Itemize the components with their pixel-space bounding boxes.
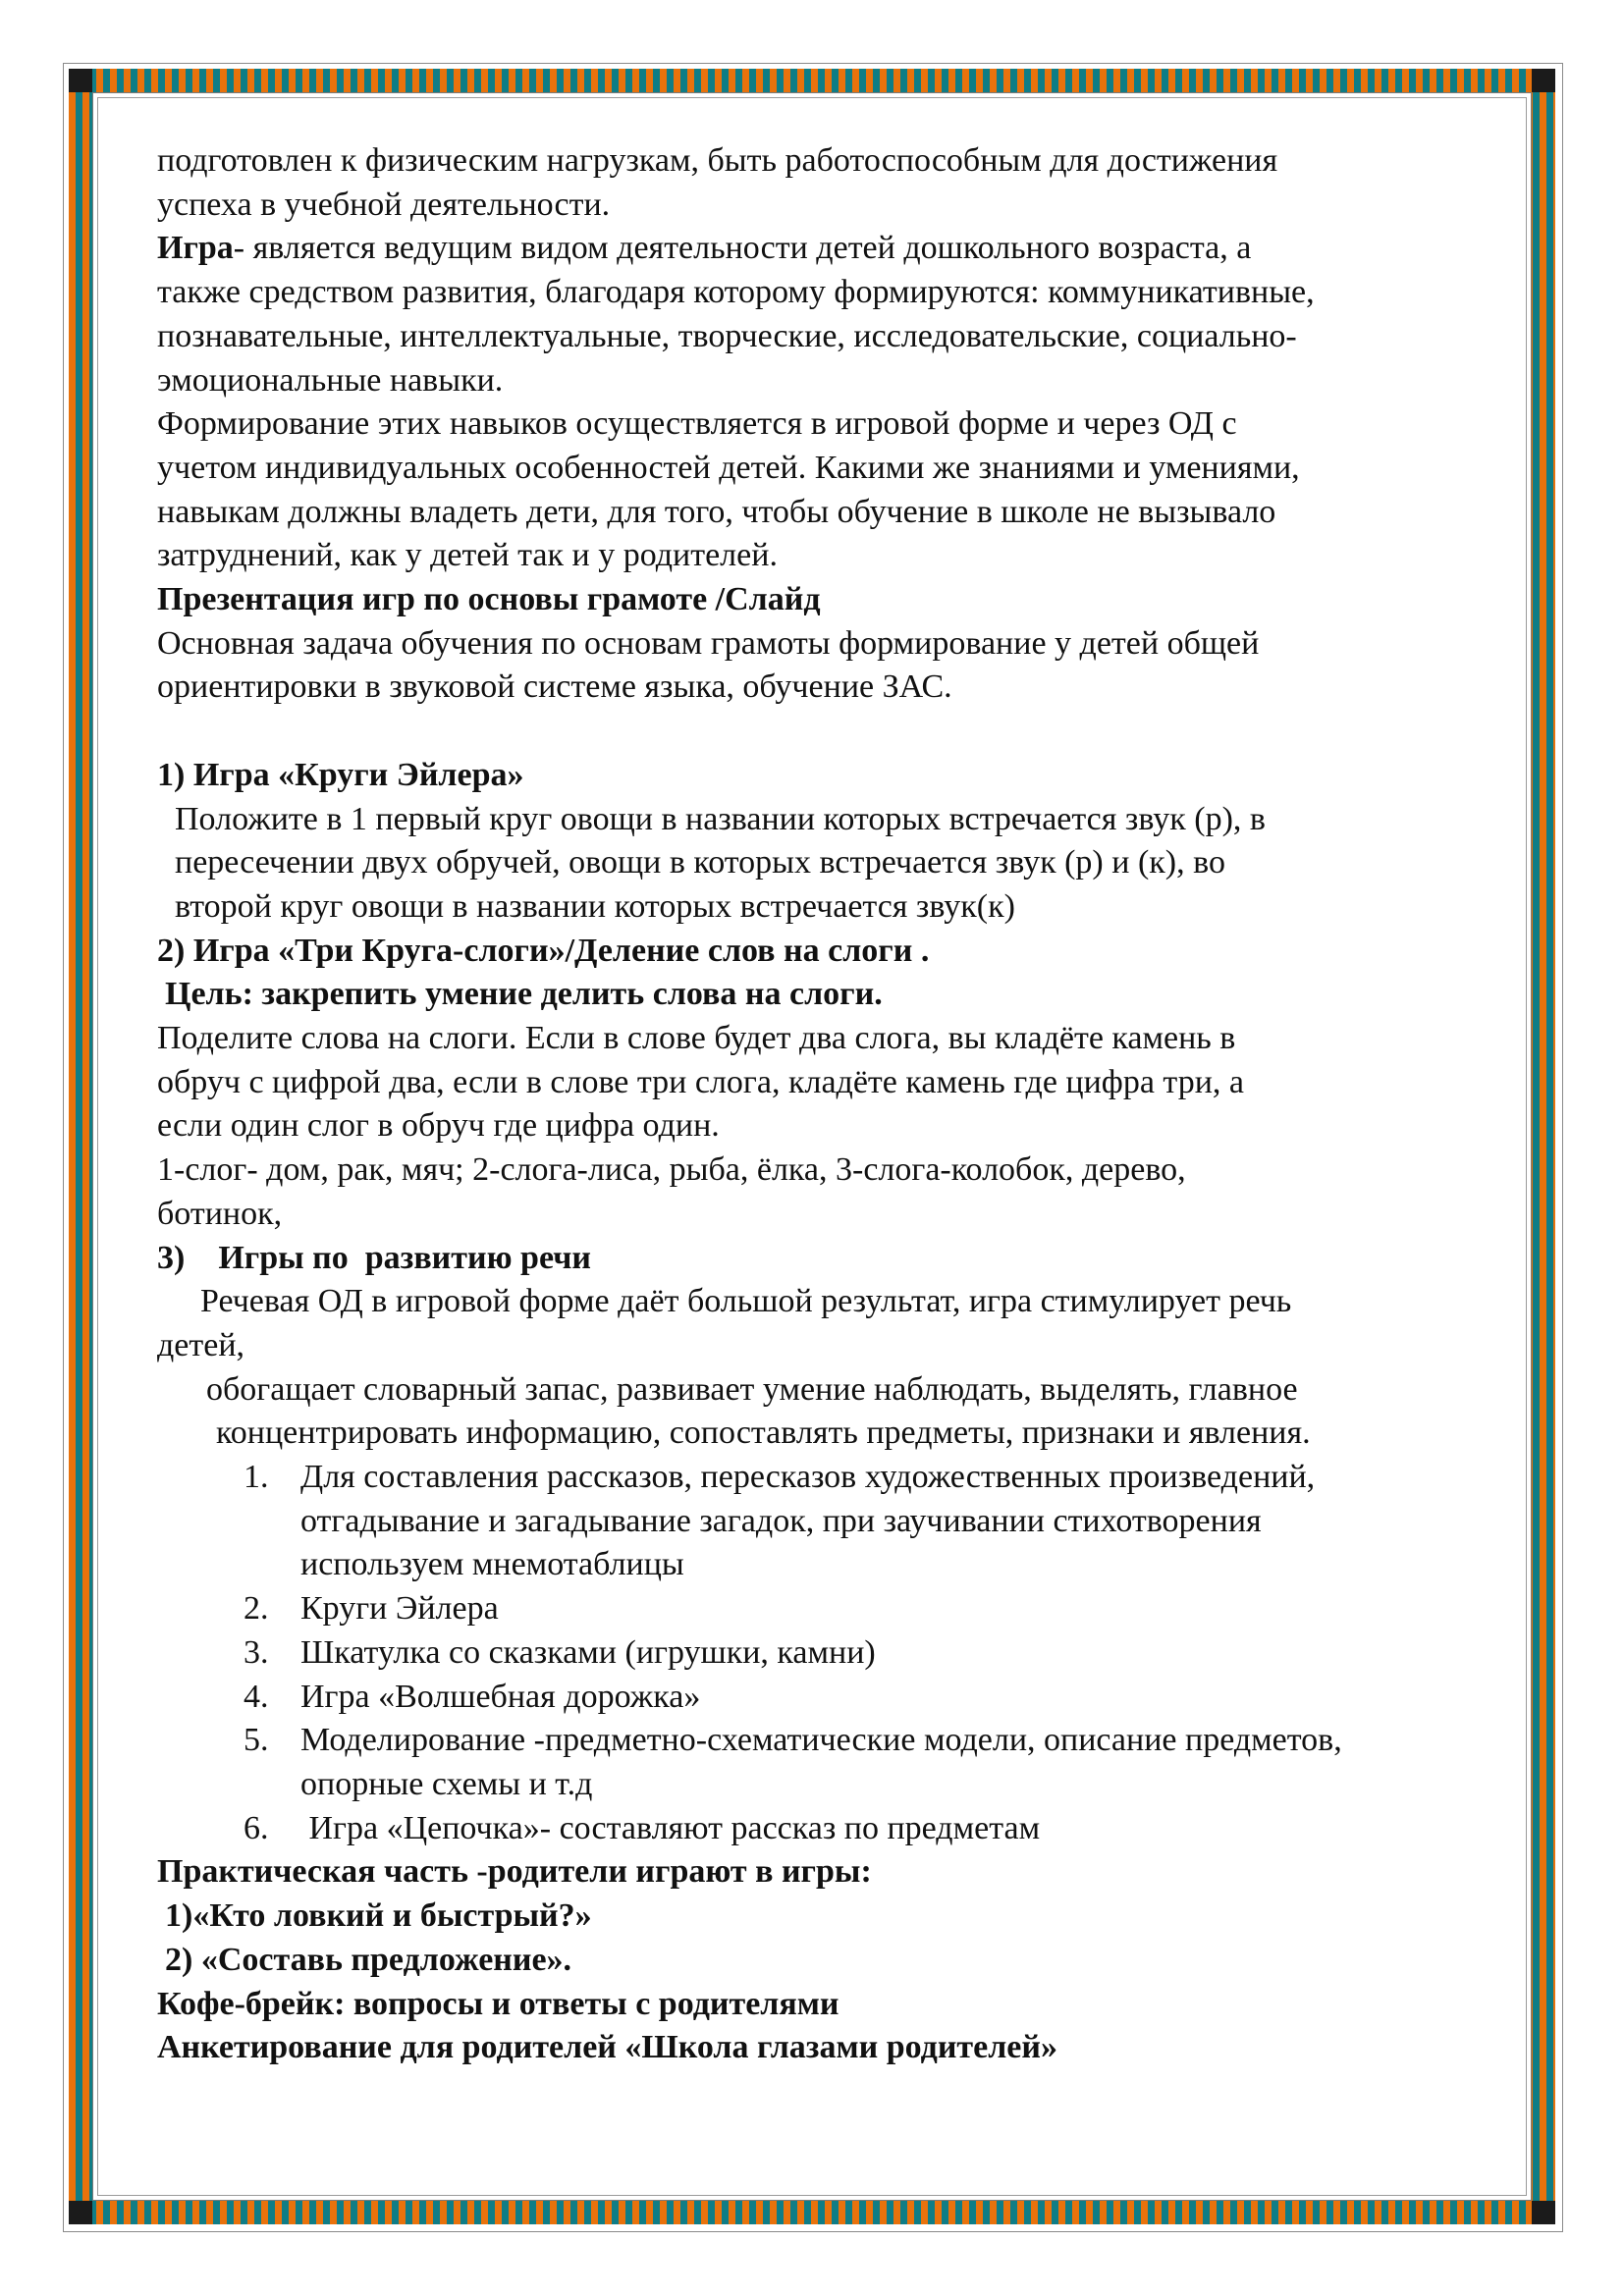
skills-line-3: навыкам должны владеть дети, для того, чтобы обучение в школе не вызывало: [157, 493, 1276, 530]
game1-line-2: пересечении двух обручей, овощи в которых встречается звук (р) и (к), во: [175, 844, 1225, 881]
document-body: [157, 139, 1522, 2070]
game1-line-1: Положите в 1 первый круг овощи в названии которых встречается звук (р), в: [175, 800, 1266, 837]
practical-item-2: 2) «Составь предложение».: [165, 1941, 572, 1978]
list-item: [244, 1719, 1522, 1806]
game3-line-2: детей,: [157, 1326, 245, 1363]
game-paragraph-line-3: познавательные, интеллектуальные, творческие, исследовательские, социально-: [157, 317, 1297, 354]
list-item-text-line: Игра «Цепочка»- составляют рассказ по предметам: [300, 1809, 1041, 1846]
game-paragraph-line-4: эмоциональные навыки.: [157, 361, 504, 399]
corner-ornament-bottom-left: [69, 2201, 92, 2224]
list-item-text-line: Круги Эйлера: [300, 1590, 499, 1628]
skills-line-1: Формирование этих навыков осуществляется в игровой форме и через ОД с: [157, 405, 1237, 443]
game2-heading: 2) Игра «Три Круга-слоги»/Деление слов на слоги .: [157, 932, 930, 969]
game3-heading: 3) Игры по развитию речи: [157, 1239, 591, 1276]
list-item-text-line: Шкатулка со сказками (игрушки, камни): [300, 1633, 876, 1671]
game2-goal: Цель: закрепить умение делить слова на слоги.: [165, 976, 883, 1013]
list-item-number: 2.: [244, 1590, 269, 1628]
list-item: [244, 1807, 1522, 1851]
skills-line-2: учетом индивидуальных особенностей детей. Какими же знаниями и умениями,: [157, 449, 1300, 486]
list-item-text-line: используем мнемотаблицы: [300, 1546, 684, 1583]
spacer: [157, 710, 1522, 754]
list-item: [244, 1587, 1522, 1631]
practical-heading: Практическая часть -родители играют в игры:: [157, 1853, 872, 1891]
corner-ornament-top-left: [69, 69, 92, 92]
coffee-break-line: Кофе-брейк: вопросы и ответы с родителями: [157, 1985, 839, 2022]
task-line-1: Основная задача обучения по основам грамоты формирование у детей общей: [157, 624, 1260, 662]
game3-line-1: Речевая ОД в игровой форме даёт большой результат, игра стимулирует речь: [200, 1283, 1292, 1320]
list-item-text-line: отгадывание и загадывание загадок, при заучивании стихотворения: [300, 1502, 1262, 1539]
game2-line-1: Поделите слова на слоги. Если в слове будет два слога, вы кладёте камень в: [157, 1020, 1236, 1057]
intro-line-1: подготовлен к физическим нагрузкам, быть работоспособным для достижения: [157, 142, 1278, 179]
game-paragraph-line-1: [157, 227, 1522, 271]
task-line-2: ориентировки в звуковой системе языка, обучение ЗАС.: [157, 668, 952, 706]
game-paragraph-line-2: также средством развития, благодаря которому формируются: коммуникативные,: [157, 274, 1315, 311]
list-item-number: 5.: [244, 1722, 269, 1759]
list-item-number: 1.: [244, 1459, 269, 1496]
list-item: [244, 1456, 1522, 1587]
list-item: [244, 1631, 1522, 1676]
survey-line: Анкетирование для родителей «Школа глазами родителей»: [157, 2029, 1057, 2066]
skills-line-4: затруднений, как у детей так и у родителей.: [157, 537, 778, 574]
list-item-text-line: опорные схемы и т.д: [300, 1766, 593, 1802]
list-item-number: 6.: [244, 1809, 269, 1846]
game2-line-5: ботинок,: [157, 1195, 283, 1232]
game-definition: - является ведущим видом деятельности детей дошкольного возраста, а: [233, 230, 1252, 267]
list-item-number: 3.: [244, 1633, 269, 1671]
list-item: [244, 1676, 1522, 1720]
game3-line-3: обогащает словарный запас, развивает умение наблюдать, выделять, главное: [206, 1370, 1298, 1408]
list-item-number: 4.: [244, 1678, 269, 1715]
list-item-text-line: Для составления рассказов, пересказов художественных произведений,: [300, 1459, 1316, 1496]
intro-line-2: успеха в учебной деятельности.: [157, 186, 611, 223]
list-item-text-line: Игра «Волшебная дорожка»: [300, 1678, 701, 1715]
corner-ornament-top-right: [1532, 69, 1555, 92]
game2-line-3: если один слог в обруч где цифра один.: [157, 1107, 720, 1145]
practical-item-1: 1)«Кто ловкий и быстрый?»: [165, 1897, 592, 1935]
game1-line-3: второй круг овощи в названии которых встречается звук(к): [175, 887, 1015, 925]
presentation-heading: Презентация игр по основы грамоте /Слайд: [157, 581, 821, 618]
corner-ornament-bottom-right: [1532, 2201, 1555, 2224]
game3-line-4: концентрировать информацию, сопоставлять предметы, признаки и явления.: [216, 1415, 1311, 1452]
list-item-text-line: Моделирование -предметно-схематические модели, описание предметов,: [300, 1722, 1342, 1759]
game1-heading: 1) Игра «Круги Эйлера»: [157, 756, 524, 793]
game2-line-4: 1-слог- дом, рак, мяч; 2-слога-лиса, рыба, ёлка, 3-слога-колобок, дерево,: [157, 1151, 1186, 1189]
game-term: Игра: [157, 230, 234, 267]
speech-games-list: [157, 1456, 1522, 1850]
game2-line-2: обруч с цифрой два, если в слове три слога, кладёте камень где цифра три, а: [157, 1063, 1244, 1100]
